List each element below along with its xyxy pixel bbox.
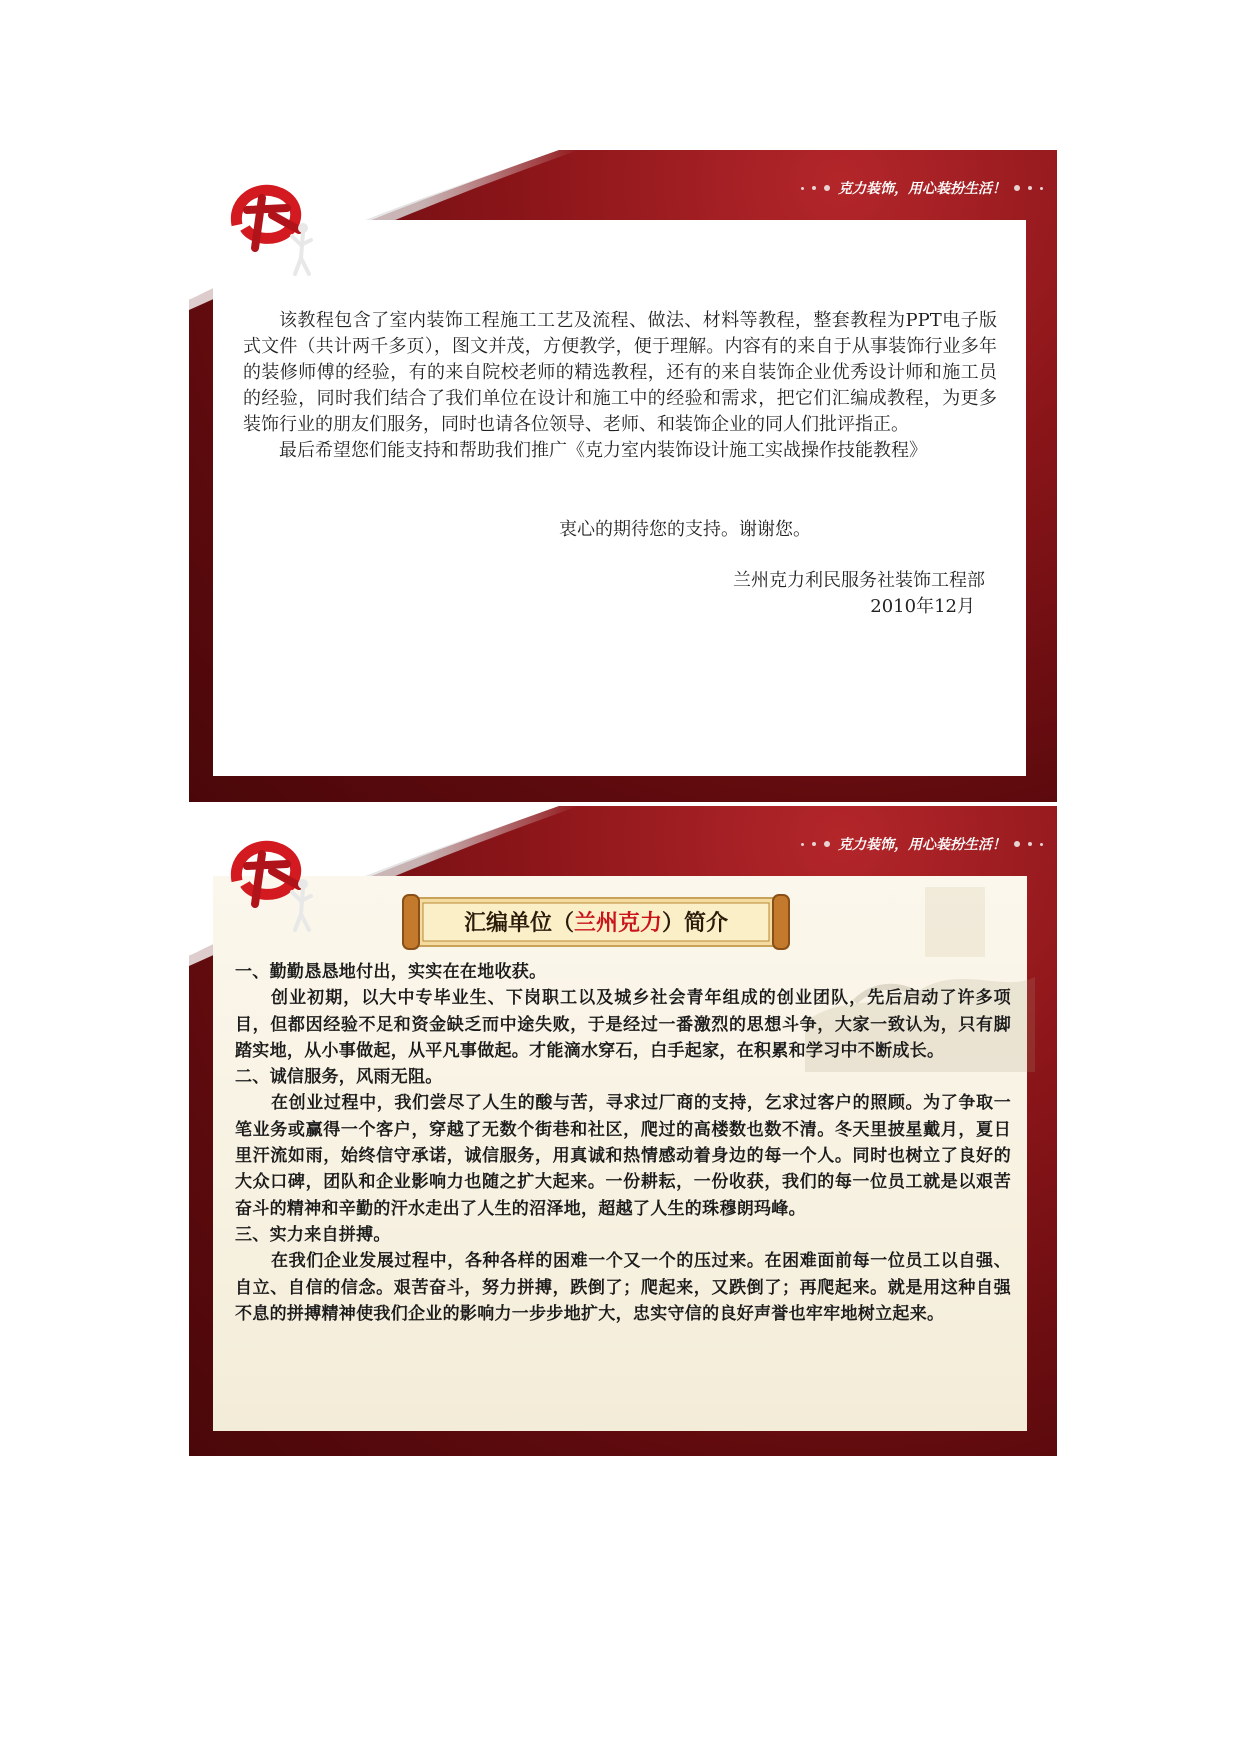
slogan-dots-icon bbox=[1028, 842, 1032, 846]
slogan-dots-icon bbox=[812, 842, 816, 846]
content-panel bbox=[213, 220, 1026, 776]
slogan-dots-icon bbox=[801, 187, 804, 190]
slogan-dots-icon bbox=[824, 841, 830, 847]
title-prefix: 汇编单位（ bbox=[463, 911, 574, 936]
slogan-dots-icon bbox=[1040, 187, 1043, 190]
profile-text bbox=[235, 959, 1011, 1327]
signature-org: 兰州克力利民服务社装饰工程部 bbox=[733, 570, 985, 591]
slogan-dots-icon bbox=[1014, 841, 1020, 847]
page-title bbox=[401, 906, 791, 937]
slogan-dots-icon bbox=[1028, 186, 1032, 190]
slogan-text: 克力装饰，用心装扮生活！ bbox=[838, 181, 1006, 197]
section-body: 在创业过程中，我们尝尽了人生的酸与苦，寻求过厂商的支持，乞求过客户的照顾。为了争取一笔业务或赢得一个客户，穿越了无数个街巷和社区，爬过的高楼数也数不清。冬天里披星戴月，夏日里汗流如雨，始终信守承诺，诚信服务，用真诚和热情感动着身边的每一个人。同时也树立了良好的大众口碑，团队和企业影响力也随之扩大起来。一份耕耘，一份收获，我们的每一位员工就是以艰苦奋斗的精神和辛勤的汗水走出了人生的沼泽地，超越了人生的珠穆朗玛峰。 bbox=[235, 1093, 1011, 1219]
slogan-dots-icon bbox=[1014, 185, 1020, 191]
section-body: 创业初期，以大中专毕业生、下岗职工以及城乡社会青年组成的创业团队，先后启动了许多项目，但都因经验不足和资金缺乏而中途失败，于是经过一番激烈的思想斗争，大家一致认为，只有脚踏实地，从小事做起，从平凡事做起。才能滴水穿石，白手起家，在积累和学习中不断成长。 bbox=[235, 988, 1011, 1061]
section-heading: 三、实力来自拼搏。 bbox=[235, 1224, 391, 1245]
title-highlight: 兰州克力 bbox=[573, 911, 662, 936]
slogan-text: 克力装饰，用心装扮生活！ bbox=[838, 837, 1006, 853]
slogan-dots-icon bbox=[812, 186, 816, 190]
intro-paragraph: 该教程包含了室内装饰工程施工工艺及流程、做法、材料等教程，整套教程为PPT电子版式文件（共计两千多页），图文并茂，方便教学，便于理解。内容有的来自于从事装饰行业多年的装修师傅的经验，有的来自院校老师的精选教程，还有的来自装饰企业优秀设计师和施工员的经验，同时我们结合了我们单位在设计和施工中的经验和需求，把它们汇编成教程，为更多装饰行业的朋友们服务，同时也请各位领导、老师、和装饰企业的同人们批评指正。 bbox=[243, 310, 997, 435]
thanks-line: 衷心的期待您的支持。谢谢您。 bbox=[559, 519, 811, 540]
slide-company-profile bbox=[189, 806, 1057, 1456]
section-heading: 一、勤勤恳恳地付出，实实在在地收获。 bbox=[235, 962, 547, 982]
slogan-dots-icon bbox=[824, 185, 830, 191]
slogan bbox=[801, 178, 1043, 198]
section-body: 在我们企业发展过程中，各种各样的困难一个又一个的压过来。在困难面前每一位员工以自强、自立、自信的信念。艰苦奋斗，努力拼搏，跌倒了；爬起来，又跌倒了；再爬起来。就是用这种自强不息的拼搏精神使我们企业的影响力一步步地扩大，忠实守信的良好声誉也牢牢地树立起来。 bbox=[235, 1251, 1011, 1324]
logo-icon bbox=[217, 170, 327, 280]
slide-intro bbox=[189, 150, 1057, 802]
section-heading: 二、诚信服务，风雨无阻。 bbox=[235, 1067, 443, 1088]
title-suffix: ）简介 bbox=[662, 911, 729, 936]
intro-text bbox=[243, 308, 997, 464]
intro-paragraph: 最后希望您们能支持和帮助我们推广《克力室内装饰设计施工实战操作技能教程》 bbox=[279, 440, 927, 461]
logo-icon bbox=[217, 826, 327, 936]
slogan-dots-icon bbox=[801, 843, 804, 846]
title-banner bbox=[401, 894, 791, 950]
slogan bbox=[801, 834, 1043, 854]
slogan-dots-icon bbox=[1040, 843, 1043, 846]
signature-date: 2010年12月 bbox=[870, 596, 975, 617]
